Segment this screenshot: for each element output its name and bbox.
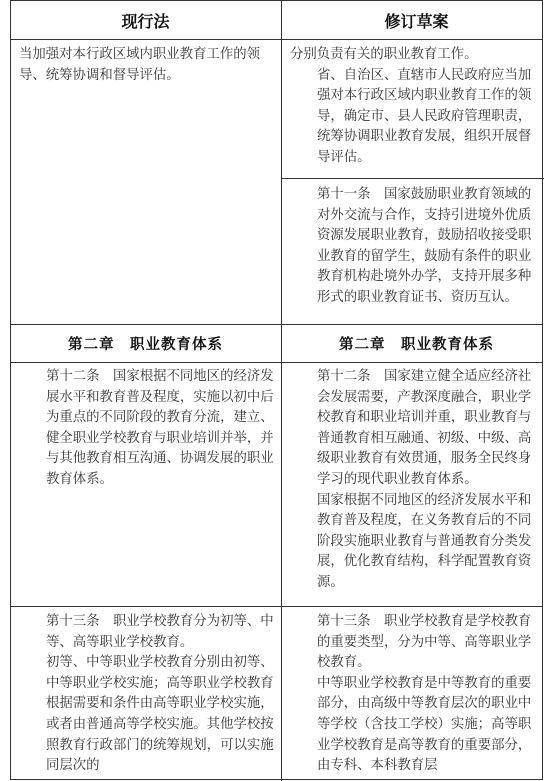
article-12-draft-text-a: 第十二条 国家建立健全适应经济社会发展需要，产教深度融合，职业学校教育和职业培训并重，职业教育与普通教育相互融通、初级、中级、高级职业教育有效贯通，服务全民终身学习的现代职业教育体系。: [317, 369, 532, 487]
article-13-current-text-a: 第十三条 职业学校教育分为初等、中等、高等职业学校教育。: [46, 614, 274, 650]
chapter-title-right: 第二章 职业教育体系: [339, 336, 494, 353]
row4-left-cell: [19, 612, 275, 777]
row-divider: [11, 362, 542, 363]
row-divider: [11, 39, 542, 40]
article-12-draft-text-b: 国家根据不同地区的经济发展水平和教育普及程度，在义务教育后的不同阶段实施职业教育与普通教育分类发展，优化教育结构，科学配置教育资源。: [317, 492, 532, 590]
row3-left-cell: [19, 367, 275, 491]
comparison-table: [10, 0, 543, 780]
article-13-draft-text-b: 中等职业学校教育是中等教育的重要部分，由高级中等教育层次的职业中等学校（含技工学校）实施；高等职业学校教育是高等教育的重要部分，由专科、本科教育层: [317, 675, 532, 774]
row3-right-cell: [290, 367, 537, 594]
row4-right-cell: [290, 612, 537, 777]
column-divider: [281, 1, 282, 781]
article-11-text: 第十一条 国家鼓励职业教育领域的对外交流与合作，支持引进境外优质资源发展职业教育，鼓励招收接受职业教育的留学生，鼓励有条件的职业教育机构赴境外办学，支持开展多种形式的职业教育证书、资历互认。: [317, 187, 532, 305]
article-13-current-text-b: 初等、中等职业学校教育分别由初等、中等职业学校实施；高等职业学校教育根据需要和条件由高等职业学校实施，或者由普通高等学校实施。其他学校按照教育行政部门的统筹规划，可以实施同层次的: [46, 655, 274, 774]
row1-right-cell: [290, 45, 537, 169]
header-revised-draft: 修订草案: [384, 11, 449, 31]
chapter-title-left: 第二章 职业教育体系: [68, 336, 223, 353]
row1-left-cell: [19, 45, 275, 86]
row1-left-text: 当加强对本行政区域内职业教育工作的领导、统筹协调和督导评估。: [19, 47, 261, 83]
row1-right-text-b: 省、自治区、直辖市人民政府应当加强对本行政区域内职业教育工作的领导，确定市、县人民政府管理职责，统筹协调职业教育发展，组织开展督导评估。: [317, 67, 532, 165]
row1-right-text-a: 分别负责有关的职业教育工作。: [290, 47, 478, 62]
header-current-law: 现行法: [121, 11, 170, 31]
row2-right-cell: [290, 185, 537, 309]
article-13-draft-text-a: 第十三条 职业学校教育是学校教育的重要类型，分为中等、高等职业学校教育。: [317, 614, 532, 671]
article-12-current-text: 第十二条 国家根据不同地区的经济发展水平和教育普及程度，实施以初中后为重点的不同阶段的教育分流，建立、健全职业学校教育与职业培训并举，并与其他教育相互沟通、协调发展的职业教育体系。: [46, 369, 274, 487]
row-divider: [282, 178, 544, 179]
row-divider: [11, 606, 542, 607]
